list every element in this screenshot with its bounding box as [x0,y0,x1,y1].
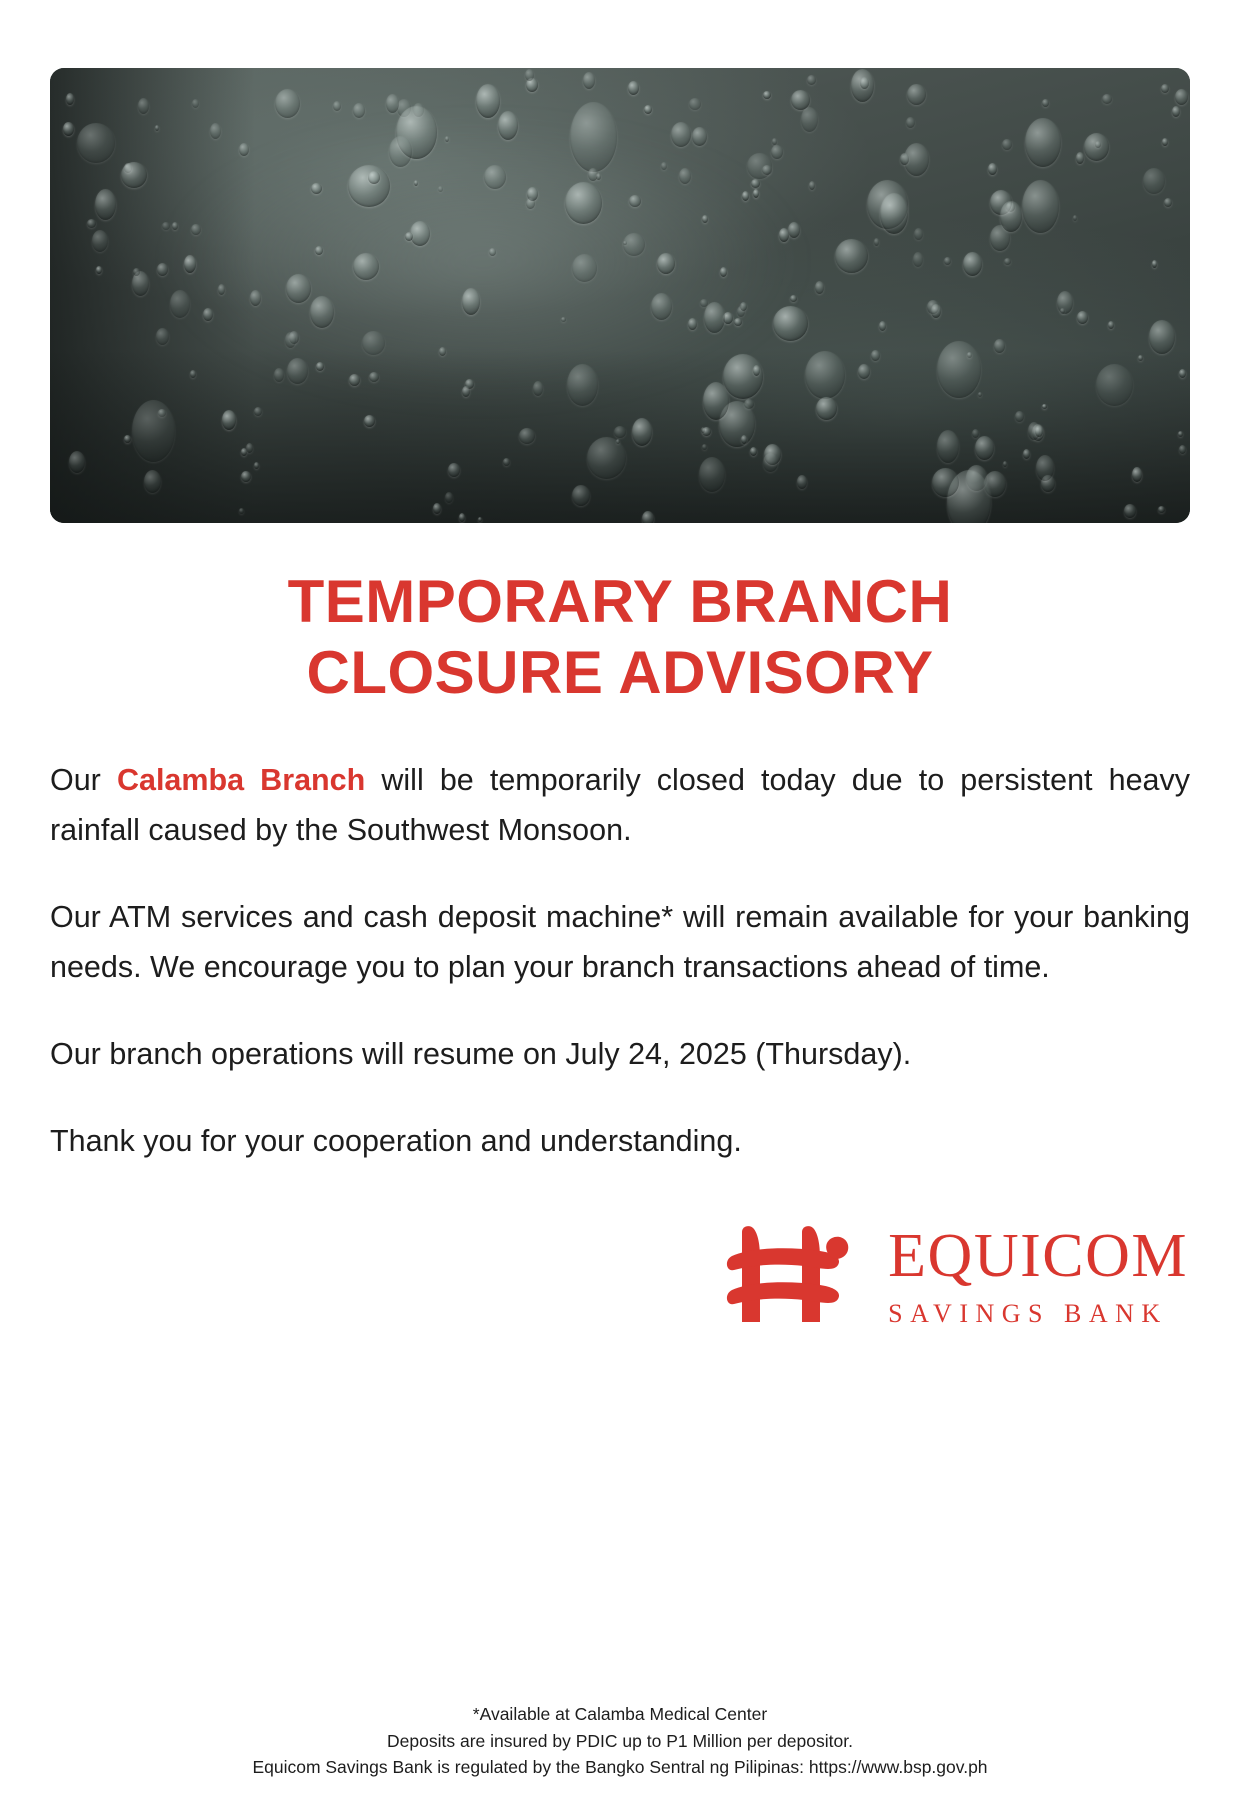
paragraph-thank-you: Thank you for your cooperation and understanding. [50,1123,742,1158]
logo-tagline: SAVINGS BANK [888,1299,1168,1329]
advisory-poster [0,68,1240,1816]
equicom-logo [716,1218,1188,1336]
paragraph-resume-date: Our branch operations will resume on July 24, 2025 (Thursday). [50,1037,912,1072]
hero-image [50,68,1190,523]
logo-wordmark: EQUICOM [888,1222,1188,1291]
title-line-2: CLOSURE ADVISORY [306,638,934,706]
title-line-1: TEMPORARY BRANCH [287,568,953,635]
branch-name-highlight: Calamba Branch [116,762,366,797]
advisory-body [50,755,1190,1167]
rain-window-photo [50,68,1190,523]
equicom-logo-text [888,1222,1188,1329]
paragraph-1-after: will be temporarily closed today due to persistent heavy rainfall caused by the Southwest Monsoon. [50,762,1190,848]
paragraph-closure [50,755,1190,856]
brand-logo-row [0,1218,1188,1336]
page-title [60,567,1180,709]
footer-line-2: Deposits are insured by PDIC up to P1 Million per depositor. [387,1730,853,1751]
equicom-logo-mark [716,1218,866,1336]
paragraph-atm-services: Our ATM services and cash deposit machine* will remain available for your banking needs. We encourage you to plan your branch transactions ahead of time. [50,899,1190,985]
paragraph-1-before: Our [50,762,117,797]
footer-disclaimer [0,1701,1240,1780]
footer-line-1: *Available at Calamba Medical Center [472,1704,768,1725]
footer-line-3: Equicom Savings Bank is regulated by the Bangko Sentral ng Pilipinas: https://www.bsp.gov.ph [252,1756,988,1777]
